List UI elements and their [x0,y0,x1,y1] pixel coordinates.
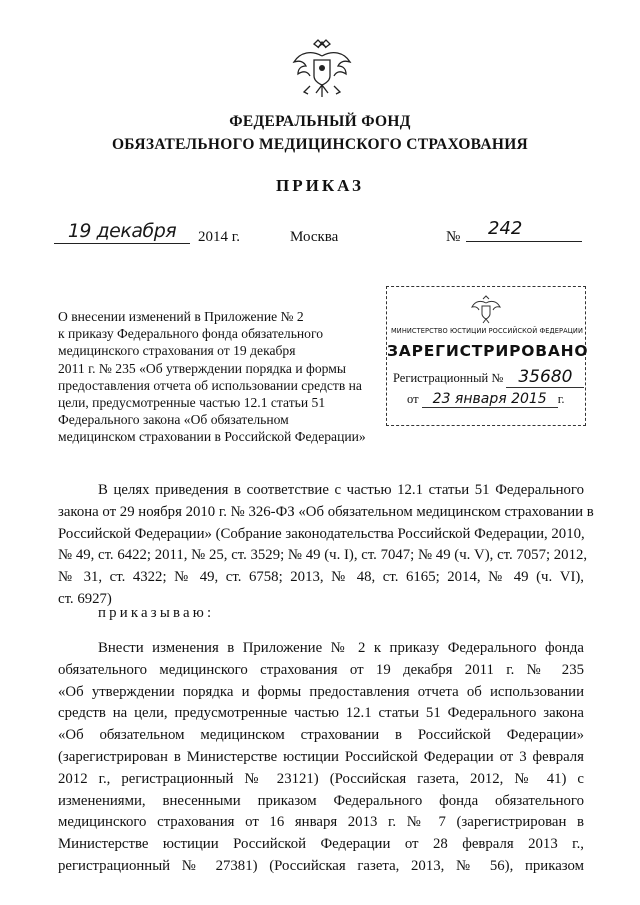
paragraph-line: В целях приведения в соответствие с частью 12.1 статьи 51 Федерального [98,482,584,498]
paragraph-line: 2012 г., регистрационный № 23121) (Российская газета, 2012, № 41) с [58,770,584,787]
order-number-handwritten: 242 [466,218,582,242]
stamp-emblem-icon [471,295,501,325]
subject-line: 2011 г. № 235 «Об утверждении порядка и формы [58,360,346,376]
subject-line: медицинского страхования от 19 декабря [58,343,296,359]
stamp-date-handwritten: 23 января 2015 [422,391,558,408]
paragraph-line: медицинского страхования от 16 января 2013 г. № 7 (зарегистрирован в [58,814,584,831]
stamp-date-prefix: от [407,392,419,406]
paragraph-line: «Об утверждении порядка и формы предоставления отчета об использовании [58,683,584,700]
paragraph-line: обязательного медицинского страхования от 19 декабря 2011 г. № 235 [58,661,584,678]
order-date-handwritten: 19 декабря [54,220,190,244]
stamp-registration-date [407,391,565,408]
paragraph-line: № 31, ст. 4322; № 49, ст. 6758; 2013, № 48, ст. 6165; 2014, № 49 (ч. VI), [58,569,584,586]
order-year: 2014 г. [198,229,240,245]
paragraph-line: (зарегистрирован в Министерстве юстиции Российской Федерации от 3 февраля [58,748,584,765]
stamp-ministry-name: МИНИСТЕРСТВО ЮСТИЦИИ РОССИЙСКОЙ ФЕДЕРАЦИИ [391,327,583,335]
paragraph-line: закона от 29 ноября 2010 г. № 326-ФЗ «Об обязательном медицинском страховании в [58,503,594,520]
subject-line: медицинском страховании в Российской Федерации» [58,429,366,445]
stamp-registered-label: ЗАРЕГИСТРИРОВАНО [387,342,589,360]
organization-name-line1: ФЕДЕРАЛЬНЫЙ ФОНД [229,113,411,130]
registration-stamp [386,286,589,426]
order-paragraph [58,638,584,878]
paragraph-line: Российской Федерации» (Собрание законодательства Российской Федерации, 2010, [58,525,585,542]
order-city: Москва [290,229,339,245]
paragraph-line: регистрационный № 27381) (Российская газета, 2013, № 56), приказом [58,857,584,874]
paragraph-line: «Об обязательном медицинском страховании в Российской Федерации» [58,727,584,744]
paragraph-line: Внести изменения в Приложение № 2 к приказу Федерального фонда [98,640,584,656]
order-subject [58,308,368,446]
paragraph-line: средств на цели, предусмотренные частью 12.1 статьи 51 Федерального закона [58,705,584,722]
preamble-paragraph [58,480,594,611]
paragraph-line: Министерстве юстиции Российской Федерации от 28 февраля 2013 г., [58,836,584,853]
paragraph-line: № 49, ст. 6422; 2011, № 25, ст. 3529; № 49 (ч. I), ст. 7047; № 49 (ч. V), ст. 7057; 2012, [58,547,588,564]
paragraph-line: изменениями, внесенными приказом Федерального фонда обязательного [58,792,584,809]
stamp-reg-number-handwritten: 35680 [506,367,584,388]
subject-line: к приказу Федерального фонда обязательного [58,326,324,342]
order-number-label: № [446,229,461,245]
paragraph-line: ст. 6927) [58,590,112,607]
stamp-reg-label: Регистрационный № [393,371,504,385]
subject-line: цели, предусмотренные частью 12.1 статьи 51 [58,395,326,411]
document-title: ПРИКАЗ [276,176,364,195]
coat-of-arms-icon [292,38,352,102]
order-directive-word: приказываю: [98,605,215,621]
stamp-date-suffix: г. [557,392,565,406]
stamp-registration-number [393,367,584,388]
organization-name-line2: ОБЯЗАТЕЛЬНОГО МЕДИЦИНСКОГО СТРАХОВАНИЯ [111,136,529,153]
subject-line: предоставления отчета об использовании средств на [58,377,362,393]
subject-line: Федерального закона «Об обязательном [58,412,289,428]
subject-line: О внесении изменений в Приложение № 2 [58,309,304,324]
